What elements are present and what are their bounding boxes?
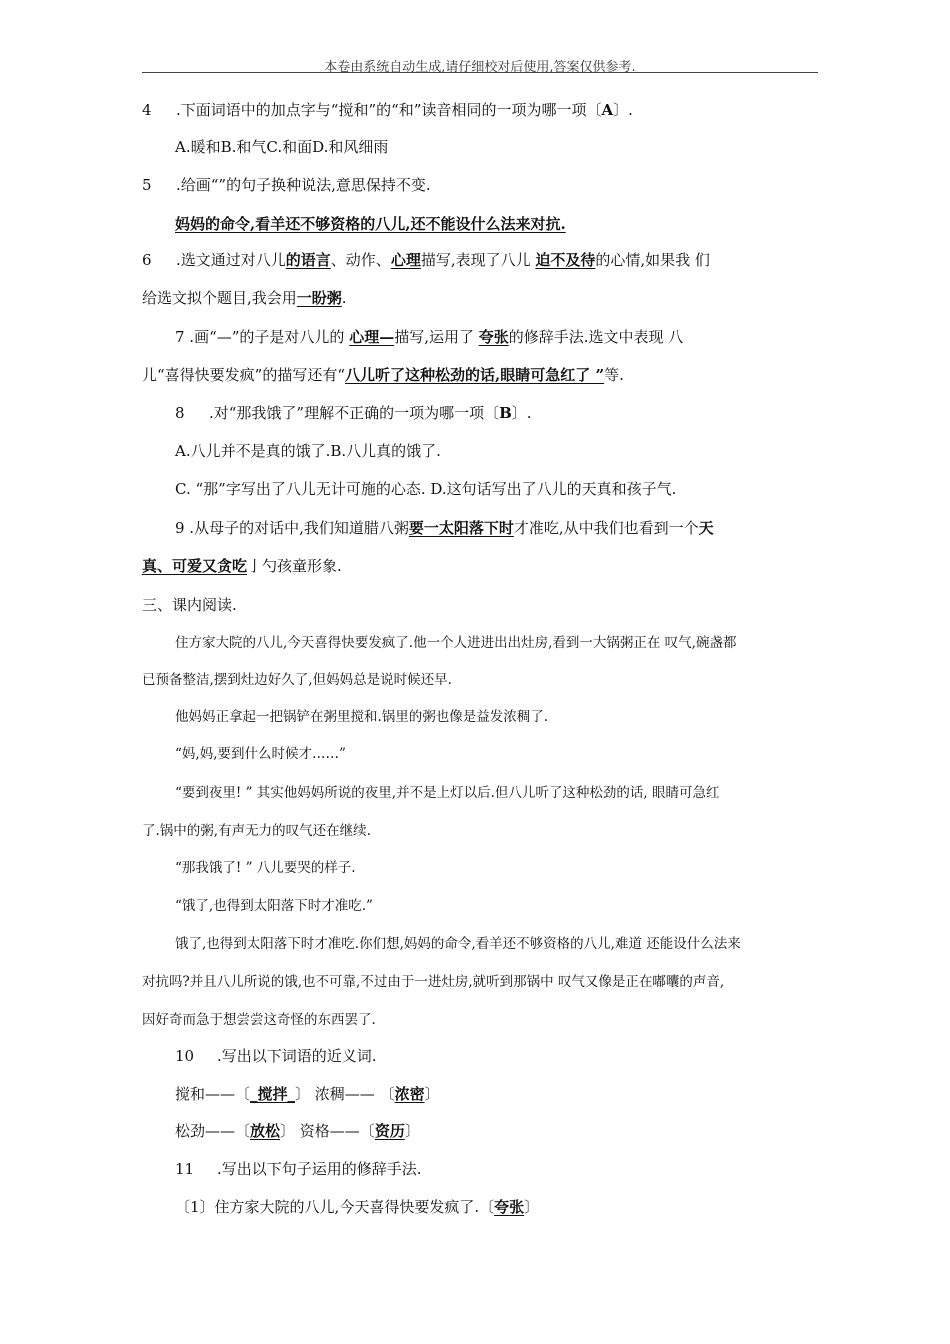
answer: 一盼粥	[296, 289, 342, 307]
passage-line: “要到夜里! ” 其实他妈妈所说的夜里,并不是上灯以后.但八儿听了这种松劲的话, 眼睛可急红	[175, 785, 720, 801]
question-6: 6 .选文通过对八儿的语言、动作、心理描写,表现了八儿 迫不及待的心情,如果我 们	[142, 251, 710, 269]
answer: 真、可爱又贪吃	[142, 557, 248, 575]
answer: 浓密	[394, 1085, 425, 1103]
question-5: 5 .给画“”的句子换种说法,意思保持不变.	[142, 176, 431, 194]
question-11-item-1: 〔1〕住方家大院的八儿,今天喜得快要发疯了.〔夸张〕	[175, 1198, 540, 1216]
answer: 夸张	[494, 1198, 525, 1216]
question-11: 11 .写出以下句子运用的修辞手法.	[175, 1160, 422, 1178]
question-10: 10 .写出以下词语的近义词.	[175, 1047, 377, 1065]
question-number: 8	[175, 404, 185, 422]
question-8: 8 .对“那我饿了”理解不正确的一项为哪一项〔B〕.	[175, 404, 532, 422]
answer: 夸张	[478, 328, 509, 346]
question-9-continued: 真、可爱又贪吃亅勺孩童形象.	[142, 557, 342, 575]
question-4: 4 .下面词语中的加点字与“搅和”的“和”读音相同的一项为哪一项〔A〕.	[142, 101, 633, 119]
answer: 天	[698, 519, 714, 537]
page-header: 本卷由系统自动生成,请仔细校对后使用,答案仅供参考.	[324, 60, 636, 75]
passage-line: 了.锅中的粥,有声无力的叹气还在继续.	[142, 823, 371, 839]
question-5-answer	[175, 214, 818, 234]
question-7: 7 .画“—”的子是对八儿的 心理—描写,运用了 夸张的修辞手法.选文中表现 八	[175, 328, 684, 346]
answer: 妈妈的命令,看羊还不够资格的八儿,还不能设什么法来对抗.	[175, 215, 566, 233]
question-8-options-ab: A.八儿并不是真的饿了.B.八儿真的饿了.	[175, 442, 441, 460]
answer: 心理—	[349, 328, 395, 346]
question-6-continued: 给选文拟个题目,我会用一盼粥.	[142, 289, 347, 307]
passage-line: “那我饿了! ” 八儿要哭的样子.	[175, 860, 356, 876]
question-number: 10	[175, 1047, 195, 1065]
answer: 八儿听了这种松劲的话,眼睛可急红了 ”	[345, 366, 605, 384]
question-9: 9 .从母子的对话中,我们知道腊八粥要一太阳落下时才准吃,从中我们也看到一个天	[175, 519, 714, 537]
passage-line: “饿了,也得到太阳落下时才准吃.”	[175, 898, 373, 914]
passage-line: 他妈妈正拿起一把锅铲在粥里搅和.锅里的粥也像是益发浓稠了.	[175, 709, 549, 725]
section-heading: 三、课内阅读.	[142, 596, 237, 614]
question-number: 4	[142, 101, 152, 119]
question-8-options-cd: C. “那”字写出了八儿无计可施的心态. D.这句话写出了八儿的天真和孩子气.	[175, 480, 677, 498]
passage-line: 住方家大院的八儿,今天喜得快要发疯了.他一个人进进出出灶房,看到一大锅粥正在 叹气,碗盏都	[175, 635, 737, 651]
passage-line: 已预备整洁,摆到灶边好久了,但妈妈总是说时候还早.	[142, 672, 452, 688]
question-10-row-1: 搅和——〔_搅拌_〕 浓稠—— 〔浓密〕	[175, 1085, 440, 1103]
question-4-options: A.暖和B.和气C.和面D.和风细雨	[175, 138, 389, 156]
answer: 的语言	[285, 251, 331, 269]
question-number: 6	[142, 251, 152, 269]
answer: 放松	[250, 1122, 281, 1140]
passage-line: “妈,妈,要到什么时候才……”	[175, 746, 346, 762]
answer: 资历	[374, 1122, 405, 1140]
question-7-continued: 儿“喜得快要发疯”的描写还有“八儿听了这种松劲的话,眼睛可急红了 ”等.	[142, 366, 624, 384]
answer: _搅拌_	[250, 1085, 296, 1103]
passage-line: 对抗吗?并且八儿所说的饿,也不可靠,不过由于一进灶房,就听到那锅中 叹气又像是正在嘟囔的声音,	[142, 974, 725, 990]
answer: 迫不及待	[535, 251, 596, 269]
question-10-row-2: 松劲——〔放松〕 资格——〔资历〕	[175, 1122, 420, 1140]
answer: 要一太阳落下时	[408, 519, 514, 537]
question-number: 5	[142, 176, 152, 194]
answer: 心理	[390, 251, 421, 269]
passage-line: 因好奇而急于想尝尝这奇怪的东西罢了.	[142, 1012, 376, 1028]
passage-line: 饿了,也得到太阳落下时才准吃.你们想,妈妈的命令,看羊还不够资格的八儿,难道 还能设什么法来	[175, 936, 741, 952]
answer: A	[601, 101, 614, 119]
header-rule	[142, 72, 818, 73]
answer: B	[499, 404, 512, 422]
question-number: 11	[175, 1160, 195, 1178]
